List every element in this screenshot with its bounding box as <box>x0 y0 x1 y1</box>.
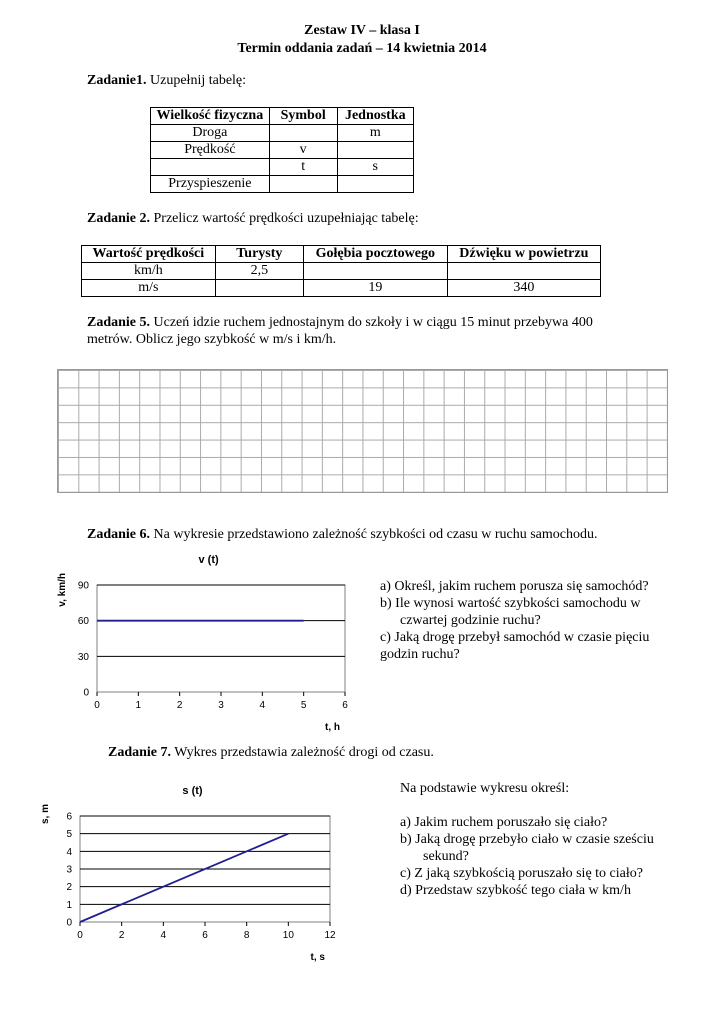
x-tick-label: 4 <box>160 930 167 941</box>
table-header-row <box>82 246 601 263</box>
y-axis-label: s, m <box>40 804 51 825</box>
y-tick-label: 4 <box>66 846 72 858</box>
chart-s-t <box>35 772 355 967</box>
table-header-cell: Symbol <box>269 108 337 125</box>
table-header-cell: Gołębia pocztowego <box>303 246 447 263</box>
answer-grid <box>57 369 668 493</box>
y-tick-label: 60 <box>77 616 89 628</box>
table-row <box>82 280 601 297</box>
task7-label: Zadanie 7. <box>108 745 172 760</box>
x-tick-label: 4 <box>259 700 266 711</box>
task6-question-b: b) Ile wynosi wartość szybkości samochodu w <box>380 596 641 611</box>
table-cell <box>303 263 447 280</box>
y-tick-label: 3 <box>66 864 72 876</box>
x-tick-label: 8 <box>243 930 250 941</box>
task6-question-c-cont: godzin ruchu? <box>380 647 460 662</box>
table-cell: m/s <box>82 280 216 297</box>
x-tick-label: 0 <box>77 930 83 941</box>
task6-text: Na wykresie przedstawiono zależność szybkości od czasu w ruchu samochodu. <box>150 527 598 542</box>
table-header-cell: Turysty <box>215 246 303 263</box>
table-cell: m <box>337 125 413 142</box>
table-cell <box>269 176 337 193</box>
y-tick-label: 30 <box>77 651 89 663</box>
task7-heading <box>108 744 434 762</box>
task5-label: Zadanie 5. <box>87 315 151 330</box>
table-cell: 340 <box>447 280 600 297</box>
x-tick-label: 5 <box>300 700 307 711</box>
table-cell: v <box>269 142 337 159</box>
task7-question-c: c) Z jaką szybkością poruszało się to ciało? <box>400 866 643 881</box>
task6-question-b-cont: czwartej godzinie ruchu? <box>400 613 541 628</box>
task1-table <box>150 107 414 193</box>
y-tick-label: 1 <box>66 899 72 911</box>
task6-question-c: c) Jaką drogę przebył samochód w czasie pięciu <box>380 630 650 645</box>
x-tick-label: 2 <box>118 930 125 941</box>
y-tick-label: 6 <box>66 811 72 823</box>
y-tick-label: 90 <box>77 580 89 592</box>
table-header-cell: Wielkość fizyczna <box>151 108 270 125</box>
table-header-cell: Wartość prędkości <box>82 246 216 263</box>
chart-title: s (t) <box>182 785 203 797</box>
x-tick-label: 2 <box>176 700 183 711</box>
task7-question-b: b) Jaką drogę przebyło ciało w czasie sześciu <box>400 832 654 847</box>
task7-intro: Na podstawie wykresu określ: <box>400 781 570 796</box>
task5-line1 <box>87 314 593 332</box>
x-tick-label: 3 <box>218 700 224 711</box>
table-header-row <box>151 108 414 125</box>
chart-v-t <box>40 545 360 740</box>
x-axis-label: t, s <box>310 952 325 963</box>
x-tick-label: 1 <box>135 700 142 711</box>
x-tick-label: 10 <box>282 930 294 941</box>
y-tick-label: 0 <box>66 917 72 929</box>
x-axis-label: t, h <box>325 722 340 733</box>
table-cell <box>215 280 303 297</box>
table-header-cell: Jednostka <box>337 108 413 125</box>
y-tick-label: 2 <box>66 882 72 894</box>
table-cell: 2,5 <box>215 263 303 280</box>
x-tick-label: 0 <box>94 700 100 711</box>
task1-text: Uzupełnij tabelę: <box>146 73 247 88</box>
table-cell: Prędkość <box>151 142 270 159</box>
table-row <box>82 263 601 280</box>
table-cell <box>151 159 270 176</box>
y-axis-label: v, km/h <box>57 573 68 607</box>
table-cell: Przyspieszenie <box>151 176 270 193</box>
task1-label: Zadanie1. <box>87 73 147 88</box>
y-tick-label: 5 <box>66 829 72 841</box>
task6-question-a: a) Określ, jakim ruchem porusza się samochód? <box>380 579 649 594</box>
y-tick-label: 0 <box>83 687 89 699</box>
table-cell: s <box>337 159 413 176</box>
task7-question-d: d) Przedstaw szybkość tego ciała w km/h <box>400 883 631 898</box>
table-cell: t <box>269 159 337 176</box>
task2-table <box>81 245 601 297</box>
task6-label: Zadanie 6. <box>87 527 151 542</box>
table-header-cell: Dźwięku w powietrzu <box>447 246 600 263</box>
task6-heading <box>87 526 597 544</box>
table-cell <box>337 142 413 159</box>
worksheet-title: Zestaw IV – klasa I <box>304 23 420 38</box>
task7-question-a: a) Jakim ruchem poruszało się ciało? <box>400 815 608 830</box>
task2-text: Przelicz wartość prędkości uzupełniając tabelę: <box>150 211 419 226</box>
table-cell: km/h <box>82 263 216 280</box>
x-tick-label: 12 <box>324 930 336 941</box>
table-cell <box>447 263 600 280</box>
x-tick-label: 6 <box>342 700 348 711</box>
table-row <box>151 159 414 176</box>
table-cell: 19 <box>303 280 447 297</box>
x-tick-label: 6 <box>202 930 208 941</box>
series-line <box>80 834 288 922</box>
plot-area <box>97 585 345 692</box>
table-row <box>151 125 414 142</box>
table-row <box>151 142 414 159</box>
task5-line2: metrów. Oblicz jego szybkość w m/s i km/h. <box>87 332 337 347</box>
task7-text: Wykres przedstawia zależność drogi od czasu. <box>171 745 434 760</box>
task5-text: Uczeń idzie ruchem jednostajnym do szkoły i w ciągu 15 minut przebywa 400 <box>150 315 593 330</box>
table-row <box>151 176 414 193</box>
task1-heading <box>87 72 246 90</box>
task2-label: Zadanie 2. <box>87 211 151 226</box>
task7-question-b-cont: sekund? <box>423 849 469 864</box>
task2-heading <box>87 210 419 228</box>
deadline-line: Termin oddania zadań – 14 kwietnia 2014 <box>237 41 487 56</box>
table-cell <box>269 125 337 142</box>
chart-title: v (t) <box>198 554 219 566</box>
table-cell: Droga <box>151 125 270 142</box>
table-cell <box>337 176 413 193</box>
